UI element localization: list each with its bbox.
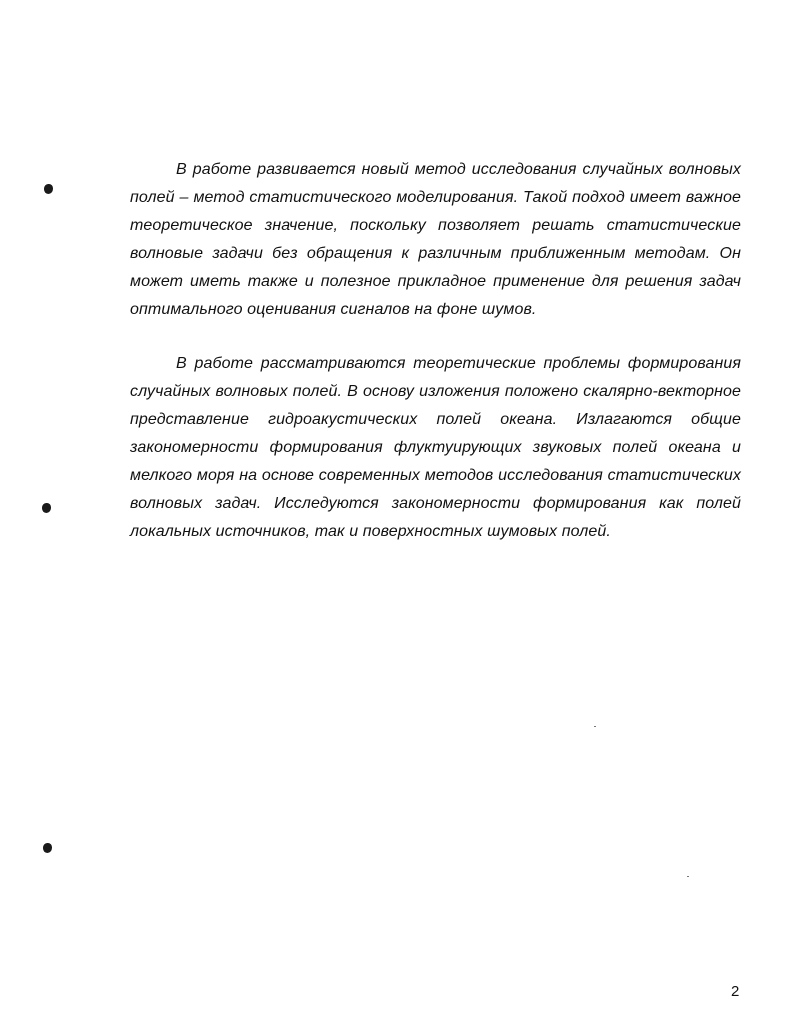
- scan-speck: [594, 726, 596, 727]
- binder-hole-mark: [42, 503, 51, 513]
- page-number: 2: [731, 983, 740, 1000]
- paragraph-1: В работе развивается новый метод исследования случайных волновых полей – метод статистического моделирования. Такой подход имеет важное теоретическое значение, поскольку позволяет решать статистические волновые задачи без обращения к различным приближенным методам. Он может иметь также и полезное прикладное применение для решения задач оптимального оценивания сигналов на фоне шумов.: [130, 161, 741, 318]
- binder-hole-mark: [43, 843, 52, 853]
- scan-speck: [687, 876, 689, 877]
- paragraph-2: В работе рассматриваются теоретические проблемы формирования случайных волновых полей. В основу изложения положено скалярно-векторное представление гидроакустических полей океана. Излагаются общие закономерности формирования флуктуирующих звуковых полей океана и мелкого моря на основе современных методов исследования статистических волновых задач. Исследуются закономерности формирования как полей локальных источников, так и поверхностных шумовых полей.: [130, 355, 741, 540]
- binder-hole-mark: [44, 184, 53, 194]
